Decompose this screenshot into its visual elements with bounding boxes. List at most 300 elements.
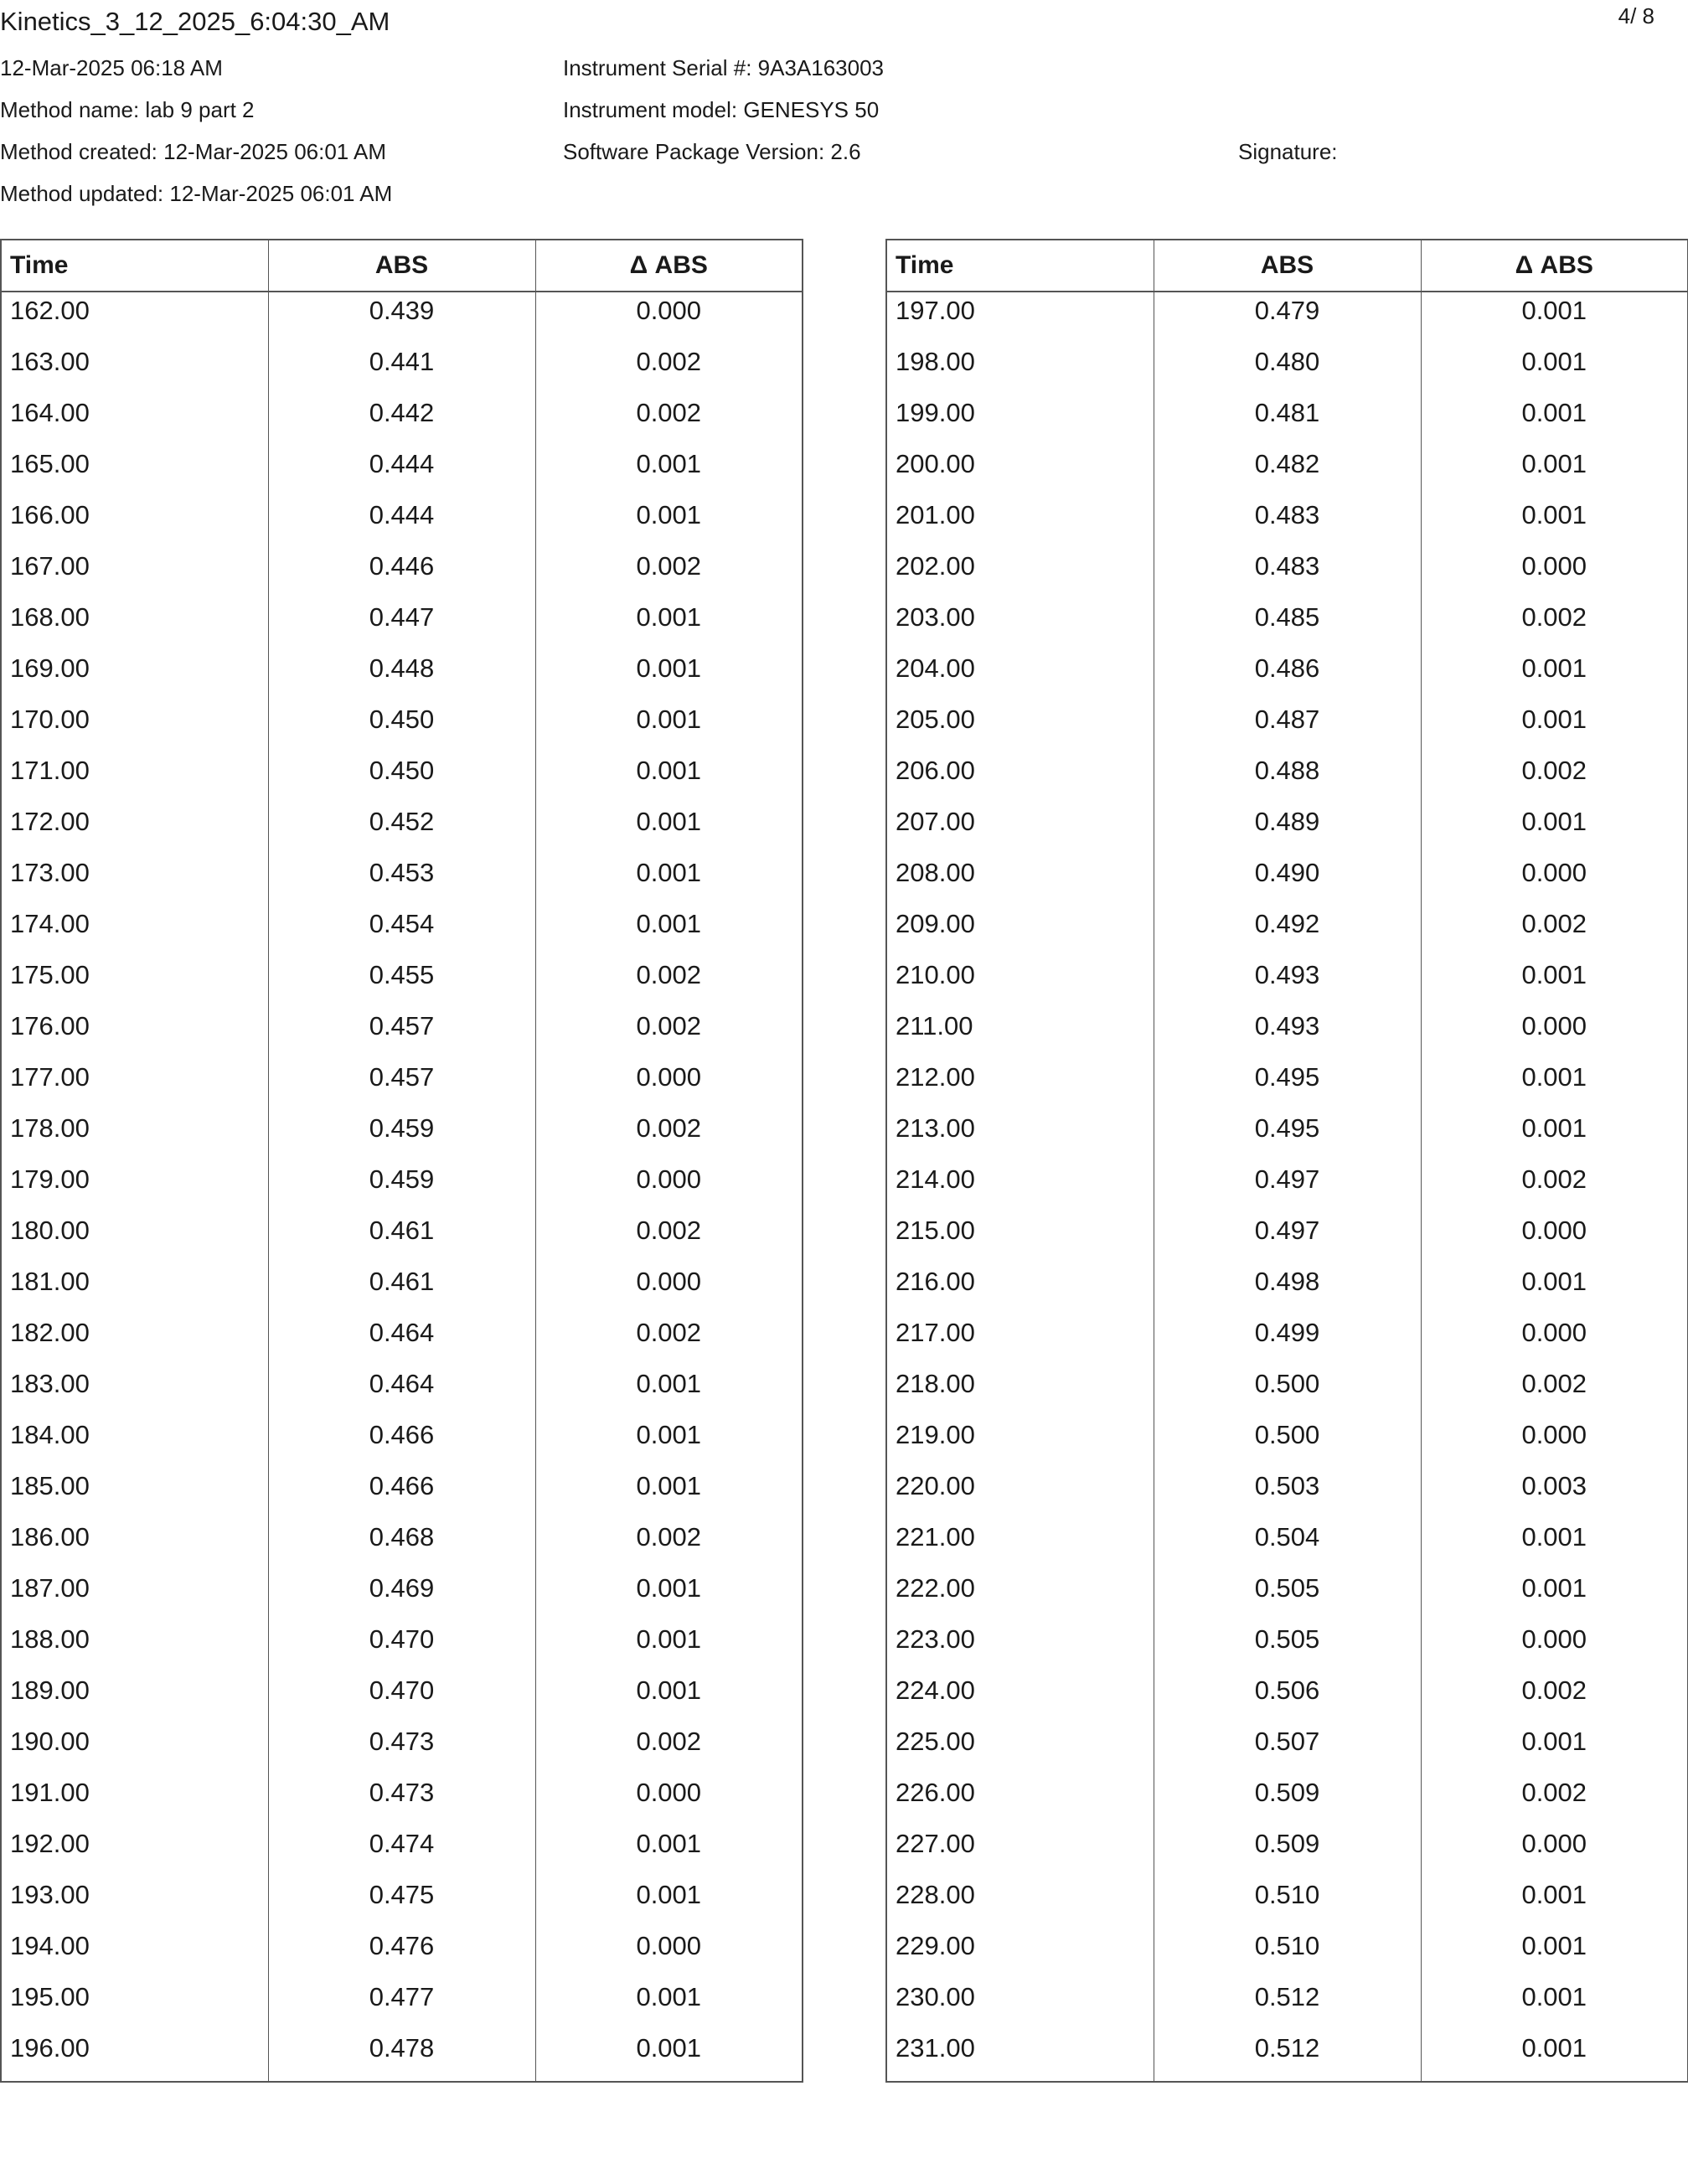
abs-cell: 0.509 [1154,1774,1421,1825]
time-cell: 190.00 [10,1727,90,1756]
abs-cell: 0.505 [1154,1621,1421,1672]
table-row [1,701,803,752]
table-row [1,1059,803,1110]
table-row [1,446,803,497]
time-cell: 196.00 [10,2033,90,2063]
delta-abs-cell: 0.001 [535,1366,803,1417]
table-row [886,1621,1688,1672]
table-row [1,1774,803,1825]
abs-column-header: ABS [1154,240,1421,292]
time-column-header: Time [1,240,268,292]
abs-cell: 0.468 [268,1519,535,1570]
time-cell: 170.00 [10,705,90,734]
abs-cell: 0.461 [268,1263,535,1314]
table-row [1,1672,803,1723]
report-date: 12-Mar-2025 06:18 AM [0,55,223,80]
abs-cell: 0.493 [1154,1008,1421,1059]
method-updated: Method updated: 12-Mar-2025 06:01 AM [0,181,393,206]
delta-abs-cell: 0.001 [535,752,803,803]
abs-cell: 0.444 [268,446,535,497]
time-cell: 177.00 [10,1062,90,1092]
abs-cell: 0.495 [1154,1059,1421,1110]
time-cell: 220.00 [896,1471,975,1500]
abs-cell: 0.497 [1154,1161,1421,1212]
table-row [886,1979,1688,2030]
table-row [1,395,803,446]
abs-cell: 0.469 [268,1570,535,1621]
delta-abs-cell: 0.001 [1421,1263,1688,1314]
abs-cell: 0.498 [1154,1263,1421,1314]
signature-label: Signature: [1238,139,1338,164]
abs-cell: 0.489 [1154,803,1421,854]
abs-cell: 0.461 [268,1212,535,1263]
table-row [1,1008,803,1059]
delta-abs-cell: 0.001 [535,1672,803,1723]
table-row [886,650,1688,701]
abs-cell: 0.459 [268,1161,535,1212]
empty-cell [1154,2081,1421,2082]
abs-cell: 0.505 [1154,1570,1421,1621]
delta-abs-cell: 0.001 [1421,803,1688,854]
time-cell: 231.00 [896,2033,975,2063]
abs-cell: 0.450 [268,752,535,803]
instrument-serial: Instrument Serial #: 9A3A163003 [563,55,885,80]
empty-cell [1421,2081,1688,2082]
table-header-row [1,240,803,292]
abs-cell: 0.510 [1154,1928,1421,1979]
delta-abs-cell: 0.002 [535,343,803,395]
table-row [1,957,803,1008]
delta-abs-cell: 0.001 [535,701,803,752]
time-cell: 215.00 [896,1216,975,1245]
abs-cell: 0.454 [268,906,535,957]
delta-abs-cell: 0.002 [535,1519,803,1570]
abs-cell: 0.481 [1154,395,1421,446]
time-cell: 182.00 [10,1318,90,1347]
table-row [1,497,803,548]
abs-cell: 0.503 [1154,1468,1421,1519]
table-row [1,1110,803,1161]
abs-cell: 0.446 [268,548,535,599]
abs-cell: 0.486 [1154,650,1421,701]
abs-cell: 0.473 [268,1723,535,1774]
delta-abs-cell: 0.001 [1421,497,1688,548]
abs-cell: 0.500 [1154,1366,1421,1417]
abs-cell: 0.475 [268,1877,535,1928]
delta-abs-cell: 0.001 [1421,1110,1688,1161]
table-row [886,1570,1688,1621]
table-row [886,1928,1688,1979]
delta-abs-cell: 0.002 [1421,1672,1688,1723]
table-row [886,1723,1688,1774]
delta-abs-cell: 0.001 [1421,446,1688,497]
abs-cell: 0.464 [268,1314,535,1366]
abs-cell: 0.506 [1154,1672,1421,1723]
page-number: 4/ 8 [1618,3,1654,28]
time-cell: 185.00 [10,1471,90,1500]
empty-cell [886,2081,1154,2082]
time-cell: 221.00 [896,1522,975,1552]
time-cell: 171.00 [10,756,90,785]
time-cell: 225.00 [896,1727,975,1756]
delta-abs-cell: 0.001 [535,1979,803,2030]
document-title: Kinetics_3_12_2025_6:04:30_AM [0,7,390,36]
time-cell: 206.00 [896,756,975,785]
table-row [1,1314,803,1366]
delta-abs-cell: 0.000 [1421,1212,1688,1263]
kinetics-table-right [885,239,1688,2083]
time-cell: 169.00 [10,653,90,683]
abs-cell: 0.447 [268,599,535,650]
abs-cell: 0.470 [268,1672,535,1723]
abs-cell: 0.493 [1154,957,1421,1008]
abs-cell: 0.448 [268,650,535,701]
delta-abs-cell: 0.001 [1421,395,1688,446]
delta-abs-cell: 0.001 [1421,1723,1688,1774]
delta-abs-cell: 0.001 [535,906,803,957]
abs-cell: 0.480 [1154,343,1421,395]
table-row [1,854,803,906]
time-cell: 209.00 [896,909,975,938]
empty-cell [1,2081,268,2082]
time-cell: 226.00 [896,1778,975,1807]
delta-abs-cell: 0.002 [535,1008,803,1059]
delta-abs-cell: 0.002 [1421,1161,1688,1212]
time-cell: 184.00 [10,1420,90,1449]
abs-cell: 0.452 [268,803,535,854]
table-row [886,548,1688,599]
table-row [886,701,1688,752]
delta-abs-cell: 0.002 [1421,599,1688,650]
delta-abs-cell: 0.000 [535,1161,803,1212]
abs-cell: 0.490 [1154,854,1421,906]
time-cell: 199.00 [896,398,975,427]
delta-abs-cell: 0.001 [1421,1877,1688,1928]
abs-cell: 0.479 [1154,292,1421,343]
abs-column-header: ABS [268,240,535,292]
time-column-header: Time [886,240,1154,292]
delta-abs-cell: 0.002 [1421,906,1688,957]
table-row [886,803,1688,854]
time-cell: 222.00 [896,1573,975,1603]
time-cell: 186.00 [10,1522,90,1552]
time-cell: 175.00 [10,960,90,989]
delta-abs-cell: 0.002 [535,1723,803,1774]
delta-abs-cell: 0.001 [535,446,803,497]
time-cell: 189.00 [10,1675,90,1705]
time-cell: 228.00 [896,1880,975,1909]
delta-abs-cell: 0.000 [1421,1621,1688,1672]
delta-abs-cell: 0.002 [1421,1366,1688,1417]
table-row [886,1825,1688,1877]
delta-abs-cell: 0.000 [1421,854,1688,906]
table-row [1,752,803,803]
delta-abs-cell: 0.001 [535,599,803,650]
delta-abs-cell: 0.001 [1421,650,1688,701]
delta-abs-cell: 0.000 [1421,1417,1688,1468]
table-row [886,1468,1688,1519]
table-row [886,752,1688,803]
table-body [886,292,1688,2082]
delta-abs-cell: 0.002 [535,548,803,599]
delta-abs-cell: 0.000 [1421,1825,1688,1877]
time-cell: 229.00 [896,1931,975,1960]
abs-cell: 0.444 [268,497,535,548]
table-row [1,1570,803,1621]
delta-abs-cell: 0.001 [535,1621,803,1672]
table-row [886,1263,1688,1314]
time-cell: 207.00 [896,807,975,836]
software-version: Software Package Version: 2.6 [563,139,861,164]
abs-cell: 0.510 [1154,1877,1421,1928]
kinetics-table-left [0,239,803,2083]
delta-abs-cell: 0.000 [1421,1314,1688,1366]
time-cell: 168.00 [10,602,90,632]
abs-cell: 0.439 [268,292,535,343]
delta-abs-cell: 0.001 [1421,1928,1688,1979]
table-row [1,650,803,701]
time-cell: 202.00 [896,551,975,581]
delta-abs-cell: 0.002 [535,957,803,1008]
abs-cell: 0.512 [1154,2030,1421,2081]
method-name: Method name: lab 9 part 2 [0,97,255,122]
delta-abs-cell: 0.000 [535,1774,803,1825]
abs-cell: 0.500 [1154,1417,1421,1468]
abs-cell: 0.457 [268,1008,535,1059]
time-cell: 212.00 [896,1062,975,1092]
table-row [886,1059,1688,1110]
abs-cell: 0.476 [268,1928,535,1979]
time-cell: 164.00 [10,398,90,427]
table-row [886,906,1688,957]
table-row [886,1314,1688,1366]
time-cell: 167.00 [10,551,90,581]
table-row [1,1417,803,1468]
delta-abs-cell: 0.001 [535,497,803,548]
time-cell: 162.00 [10,296,90,325]
abs-cell: 0.495 [1154,1110,1421,1161]
time-cell: 219.00 [896,1420,975,1449]
delta-abs-cell: 0.001 [535,650,803,701]
table-row [1,1468,803,1519]
delta-abs-cell: 0.001 [1421,701,1688,752]
time-cell: 214.00 [896,1164,975,1194]
abs-cell: 0.488 [1154,752,1421,803]
time-cell: 192.00 [10,1829,90,1858]
delta-abs-cell: 0.002 [535,395,803,446]
abs-cell: 0.478 [268,2030,535,2081]
table-row [1,1979,803,2030]
table-row [886,599,1688,650]
delta-abs-cell: 0.001 [535,1417,803,1468]
delta-abs-column-header: Δ ABS [535,240,803,292]
time-cell: 183.00 [10,1369,90,1398]
time-cell: 216.00 [896,1267,975,1296]
time-cell: 163.00 [10,347,90,376]
time-cell: 203.00 [896,602,975,632]
time-cell: 205.00 [896,705,975,734]
abs-cell: 0.470 [268,1621,535,1672]
time-cell: 223.00 [896,1624,975,1654]
delta-abs-cell: 0.001 [535,1570,803,1621]
table-row [886,2030,1688,2081]
time-cell: 172.00 [10,807,90,836]
delta-abs-cell: 0.000 [535,1928,803,1979]
delta-abs-cell: 0.001 [1421,1519,1688,1570]
time-cell: 195.00 [10,1982,90,2011]
abs-cell: 0.499 [1154,1314,1421,1366]
delta-abs-cell: 0.000 [535,1059,803,1110]
table-row [886,1008,1688,1059]
table-row [1,1877,803,1928]
time-cell: 201.00 [896,500,975,529]
table-row [886,1672,1688,1723]
table-row [1,1621,803,1672]
table-row [886,1110,1688,1161]
table-row [1,1161,803,1212]
delta-abs-cell: 0.002 [535,1314,803,1366]
table-filler-row [886,2081,1688,2082]
table-header-row [886,240,1688,292]
table-row [1,906,803,957]
time-cell: 217.00 [896,1318,975,1347]
table-row [1,1263,803,1314]
table-row [886,1519,1688,1570]
table-row [886,446,1688,497]
time-cell: 174.00 [10,909,90,938]
time-cell: 181.00 [10,1267,90,1296]
table-row [1,1519,803,1570]
delta-abs-cell: 0.001 [535,803,803,854]
table-row [1,2030,803,2081]
time-cell: 227.00 [896,1829,975,1858]
abs-cell: 0.482 [1154,446,1421,497]
table-row [1,1366,803,1417]
instrument-model: Instrument model: GENESYS 50 [563,97,880,122]
table-row [1,599,803,650]
table-row [886,1774,1688,1825]
abs-cell: 0.504 [1154,1519,1421,1570]
delta-abs-cell: 0.001 [535,1877,803,1928]
abs-cell: 0.441 [268,343,535,395]
abs-cell: 0.466 [268,1417,535,1468]
abs-cell: 0.474 [268,1825,535,1877]
table-row [886,292,1688,343]
delta-abs-cell: 0.000 [1421,548,1688,599]
delta-abs-cell: 0.000 [1421,1008,1688,1059]
table-filler-row [1,2081,803,2082]
delta-abs-cell: 0.001 [535,2030,803,2081]
table-row [886,343,1688,395]
abs-cell: 0.450 [268,701,535,752]
abs-cell: 0.477 [268,1979,535,2030]
delta-abs-cell: 0.001 [1421,292,1688,343]
delta-abs-cell: 0.001 [1421,1059,1688,1110]
table-body [1,292,803,2082]
delta-abs-column-header: Δ ABS [1421,240,1688,292]
abs-cell: 0.459 [268,1110,535,1161]
time-cell: 176.00 [10,1011,90,1040]
table-row [886,957,1688,1008]
time-cell: 191.00 [10,1778,90,1807]
abs-cell: 0.466 [268,1468,535,1519]
delta-abs-cell: 0.001 [1421,2030,1688,2081]
table-row [1,1723,803,1774]
abs-cell: 0.442 [268,395,535,446]
delta-abs-cell: 0.002 [535,1110,803,1161]
time-cell: 197.00 [896,296,975,325]
time-cell: 187.00 [10,1573,90,1603]
table-row [886,395,1688,446]
time-cell: 213.00 [896,1113,975,1143]
table-row [886,1161,1688,1212]
delta-abs-cell: 0.001 [1421,957,1688,1008]
table-row [1,803,803,854]
delta-abs-cell: 0.001 [535,1468,803,1519]
delta-abs-cell: 0.002 [1421,1774,1688,1825]
table-row [886,1417,1688,1468]
delta-abs-cell: 0.003 [1421,1468,1688,1519]
abs-cell: 0.507 [1154,1723,1421,1774]
time-cell: 179.00 [10,1164,90,1194]
table-row [886,1366,1688,1417]
time-cell: 178.00 [10,1113,90,1143]
table-row [1,292,803,343]
delta-abs-cell: 0.001 [535,1825,803,1877]
table-row [1,1825,803,1877]
abs-cell: 0.455 [268,957,535,1008]
abs-cell: 0.509 [1154,1825,1421,1877]
abs-cell: 0.453 [268,854,535,906]
abs-cell: 0.483 [1154,497,1421,548]
empty-cell [268,2081,535,2082]
table-row [1,343,803,395]
delta-abs-cell: 0.000 [535,292,803,343]
table-row [1,548,803,599]
time-cell: 193.00 [10,1880,90,1909]
delta-abs-cell: 0.001 [535,854,803,906]
table-row [1,1928,803,1979]
abs-cell: 0.457 [268,1059,535,1110]
time-cell: 224.00 [896,1675,975,1705]
delta-abs-cell: 0.001 [1421,1979,1688,2030]
time-cell: 173.00 [10,858,90,887]
time-cell: 218.00 [896,1369,975,1398]
delta-abs-cell: 0.002 [1421,752,1688,803]
time-cell: 200.00 [896,449,975,478]
abs-cell: 0.487 [1154,701,1421,752]
method-created: Method created: 12-Mar-2025 06:01 AM [0,139,387,164]
time-cell: 166.00 [10,500,90,529]
table-row [886,1212,1688,1263]
time-cell: 180.00 [10,1216,90,1245]
delta-abs-cell: 0.001 [1421,343,1688,395]
time-cell: 230.00 [896,1982,975,2011]
empty-cell [535,2081,803,2082]
abs-cell: 0.485 [1154,599,1421,650]
abs-cell: 0.473 [268,1774,535,1825]
abs-cell: 0.497 [1154,1212,1421,1263]
delta-abs-cell: 0.001 [1421,1570,1688,1621]
table-row [886,854,1688,906]
time-cell: 194.00 [10,1931,90,1960]
delta-abs-cell: 0.000 [535,1263,803,1314]
abs-cell: 0.464 [268,1366,535,1417]
abs-cell: 0.492 [1154,906,1421,957]
time-cell: 165.00 [10,449,90,478]
time-cell: 204.00 [896,653,975,683]
abs-cell: 0.512 [1154,1979,1421,2030]
